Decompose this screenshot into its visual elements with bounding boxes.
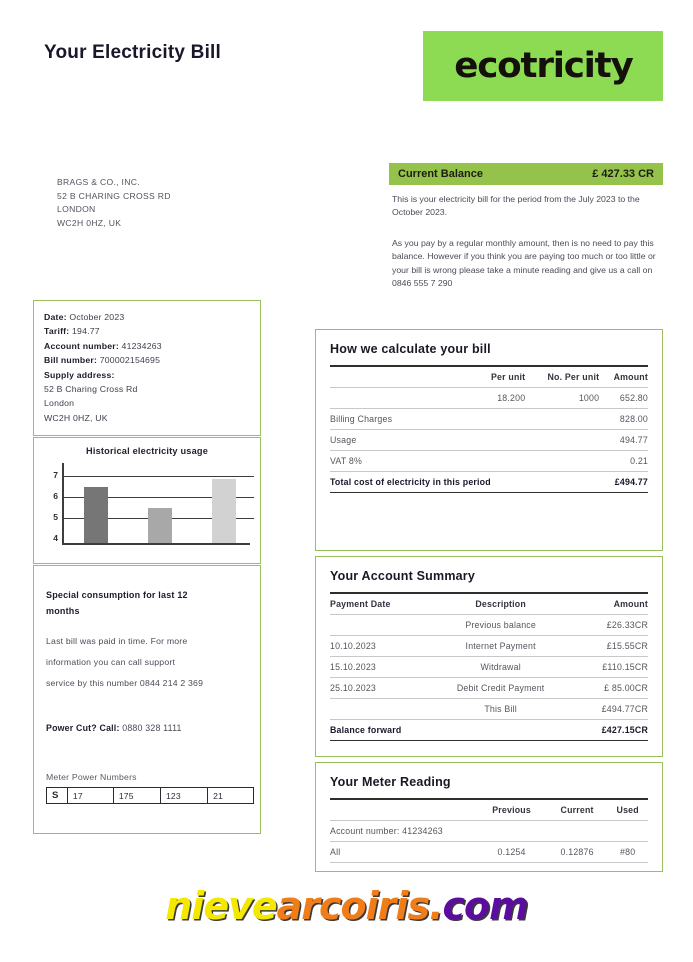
chart-bar (212, 479, 236, 543)
table-cell: 828.00 (599, 409, 648, 430)
current-balance-band (389, 163, 663, 185)
table-cell: Witdrawal (429, 657, 572, 678)
table-cell: #80 (607, 842, 648, 863)
account-summary-table (330, 592, 648, 741)
customer-address-line-2: 52 B CHARING CROSS RD (57, 190, 171, 201)
page-title: Your Electricity Bill (44, 42, 222, 63)
customer-address-line-1: BRAGS & CO., INC. (57, 177, 140, 187)
balance-explanation-text: As you pay by a regular monthly amount, then is no need to pay this balance. However if you think you are paying too much or too little or your bill is wrong please take a minute reading and give us a call on 0846 555 7 290 (392, 238, 656, 289)
account-summary-panel (315, 556, 663, 757)
notes-body (46, 631, 248, 694)
meter-col-label (330, 799, 476, 821)
table-cell: Debit Credit Payment (429, 678, 572, 699)
table-cell: 25.10.2023 (330, 678, 429, 699)
calculation-total-amount: £494.77 (599, 472, 648, 493)
table-cell: All (330, 842, 476, 863)
usage-bar-chart (42, 463, 252, 556)
meter-col-current: Current (547, 799, 607, 821)
table-row (330, 699, 648, 720)
notes-body-line-1: Last bill was paid in time. For more (46, 636, 188, 646)
bill-calculation-panel (315, 329, 663, 551)
meter-power-numbers-table (46, 787, 254, 804)
table-cell: 494.77 (599, 430, 648, 451)
meter-reading-table (330, 798, 648, 863)
table-row (330, 842, 648, 863)
detail-bill-number (44, 353, 250, 367)
current-balance-label: Current Balance (398, 168, 483, 180)
table-total-row (330, 720, 648, 741)
calc-col-per-unit: Per unit (476, 366, 525, 388)
table-cell: 0.1254 (476, 842, 547, 863)
logo-text: ecotricity (453, 46, 633, 86)
chart-y-tick: 6 (53, 490, 58, 501)
table-cell (476, 409, 525, 430)
customer-address (57, 176, 171, 230)
historical-usage-panel (33, 437, 261, 564)
detail-date (44, 310, 250, 324)
table-cell: 0.21 (599, 451, 648, 472)
consumption-notes-panel (33, 565, 261, 834)
power-cut-label: Power Cut? Call: (46, 723, 120, 733)
table-row (330, 821, 648, 842)
table-cell: Billing Charges (330, 409, 476, 430)
calculation-title: How we calculate your bill (330, 342, 491, 356)
detail-supply-line-2: London (44, 398, 75, 409)
table-cell: 1000 (525, 388, 599, 409)
meter-power-numbers-label: Meter Power Numbers (46, 772, 137, 782)
calc-col-label (330, 366, 476, 388)
notes-body-line-3: service by this number 0844 214 2 369 (46, 678, 204, 688)
notes-heading (46, 587, 248, 619)
watermark-part-3: . (429, 884, 443, 928)
detail-account-label: Account number: (44, 340, 119, 351)
customer-address-line-4: WC2H 0HZ, UK (57, 217, 122, 228)
table-cell (525, 451, 599, 472)
detail-tariff-value: 194.77 (72, 326, 100, 337)
table-cell: Previous balance (429, 615, 572, 636)
table-cell (525, 430, 599, 451)
table-row (330, 409, 648, 430)
detail-bill-number-value: 700002154695 (99, 355, 161, 366)
table-cell: 10.10.2023 (330, 636, 429, 657)
chart-y-tick: 7 (53, 469, 58, 480)
ecotricity-logo (423, 31, 663, 101)
table-cell: VAT 8% (330, 451, 476, 472)
meter-power-number-cell: 21 (208, 788, 254, 804)
table-header-row (330, 593, 648, 615)
summary-col-amount: Amount (572, 593, 648, 615)
watermark-part-1: nieve (165, 884, 277, 928)
meter-power-number-cell: 175 (113, 788, 160, 804)
table-cell: 15.10.2023 (330, 657, 429, 678)
summary-total-amount: £427.15CR (572, 720, 648, 741)
table-cell (330, 615, 429, 636)
table-row (330, 388, 648, 409)
watermark (0, 884, 693, 928)
table-cell: Usage (330, 430, 476, 451)
detail-date-value: October 2023 (69, 312, 125, 322)
table-cell: £110.15CR (572, 657, 648, 678)
meter-power-number-cell: S (47, 788, 68, 804)
table-cell (476, 430, 525, 451)
table-header-row (330, 366, 648, 388)
chart-y-axis (42, 463, 60, 545)
table-cell: 0.12876 (547, 842, 607, 863)
balance-period-text: This is your electricity bill for the period from the July 2023 to the October 2023. (392, 194, 640, 218)
table-cell: Internet Payment (429, 636, 572, 657)
meter-col-used: Used (607, 799, 648, 821)
customer-address-line-3: LONDON (57, 204, 96, 214)
meter-reading-panel (315, 762, 663, 872)
detail-supply-address-label: Supply address: (44, 369, 115, 380)
calc-col-amount: Amount (599, 366, 648, 388)
table-total-row (330, 472, 648, 493)
detail-tariff-label: Tariff: (44, 326, 70, 337)
table-row (330, 678, 648, 699)
notes-heading-line-1: Special consumption for last 12 (46, 590, 188, 600)
table-row (330, 451, 648, 472)
table-cell: £ 85.00CR (572, 678, 648, 699)
meter-account-number: Account number: 41234263 (330, 821, 648, 842)
table-cell: This Bill (429, 699, 572, 720)
calculation-table (330, 365, 648, 493)
power-cut-number: 0880 328 1111 (122, 723, 182, 733)
calc-col-no-per-unit: No. Per unit (525, 366, 599, 388)
detail-tariff (44, 324, 250, 338)
table-row (330, 615, 648, 636)
chart-title: Historical electricity usage (85, 446, 209, 456)
meter-col-previous: Previous (476, 799, 547, 821)
table-cell: £26.33CR (572, 615, 648, 636)
meter-power-number-cell: 123 (160, 788, 207, 804)
table-header-row (330, 799, 648, 821)
detail-supply-line-1: 52 B Charing Cross Rd (44, 384, 138, 395)
bill-details-panel (33, 300, 261, 436)
notes-body-line-2: information you can call support (46, 657, 176, 667)
current-balance-value: £ 427.33 CR (592, 168, 654, 180)
table-row (330, 636, 648, 657)
meter-reading-title: Your Meter Reading (330, 775, 451, 789)
chart-y-tick: 5 (53, 511, 58, 522)
detail-bill-number-label: Bill number: (44, 355, 98, 366)
notes-heading-line-2: months (46, 606, 80, 616)
meter-power-number-cell: 17 (67, 788, 113, 804)
table-cell (330, 388, 476, 409)
table-row (330, 430, 648, 451)
detail-account-value: 41234263 (121, 340, 162, 351)
table-row (330, 657, 648, 678)
table-cell: £494.77CR (572, 699, 648, 720)
table-cell: 652.80 (599, 388, 648, 409)
summary-col-date: Payment Date (330, 593, 429, 615)
table-cell: £15.55CR (572, 636, 648, 657)
account-summary-title: Your Account Summary (330, 569, 475, 583)
table-cell (525, 409, 599, 430)
table-cell (330, 699, 429, 720)
watermark-part-2: arcoiris (276, 884, 430, 928)
chart-bar (148, 508, 172, 543)
table-row (47, 788, 254, 804)
summary-col-description: Description (429, 593, 572, 615)
table-cell (476, 451, 525, 472)
detail-account-number (44, 339, 250, 353)
watermark-part-4: com (442, 884, 528, 928)
calculation-total-label: Total cost of electricity in this period (330, 472, 599, 493)
table-cell: 18.200 (476, 388, 525, 409)
power-cut-contact (46, 723, 248, 733)
detail-supply-line-3: WC2H 0HZ, UK (44, 412, 108, 423)
chart-plot-area (62, 463, 250, 545)
summary-total-label: Balance forward (330, 720, 572, 741)
chart-bar (84, 487, 108, 543)
chart-bars (64, 463, 250, 543)
chart-y-tick: 4 (53, 532, 58, 543)
detail-date-label: Date: (44, 312, 67, 322)
